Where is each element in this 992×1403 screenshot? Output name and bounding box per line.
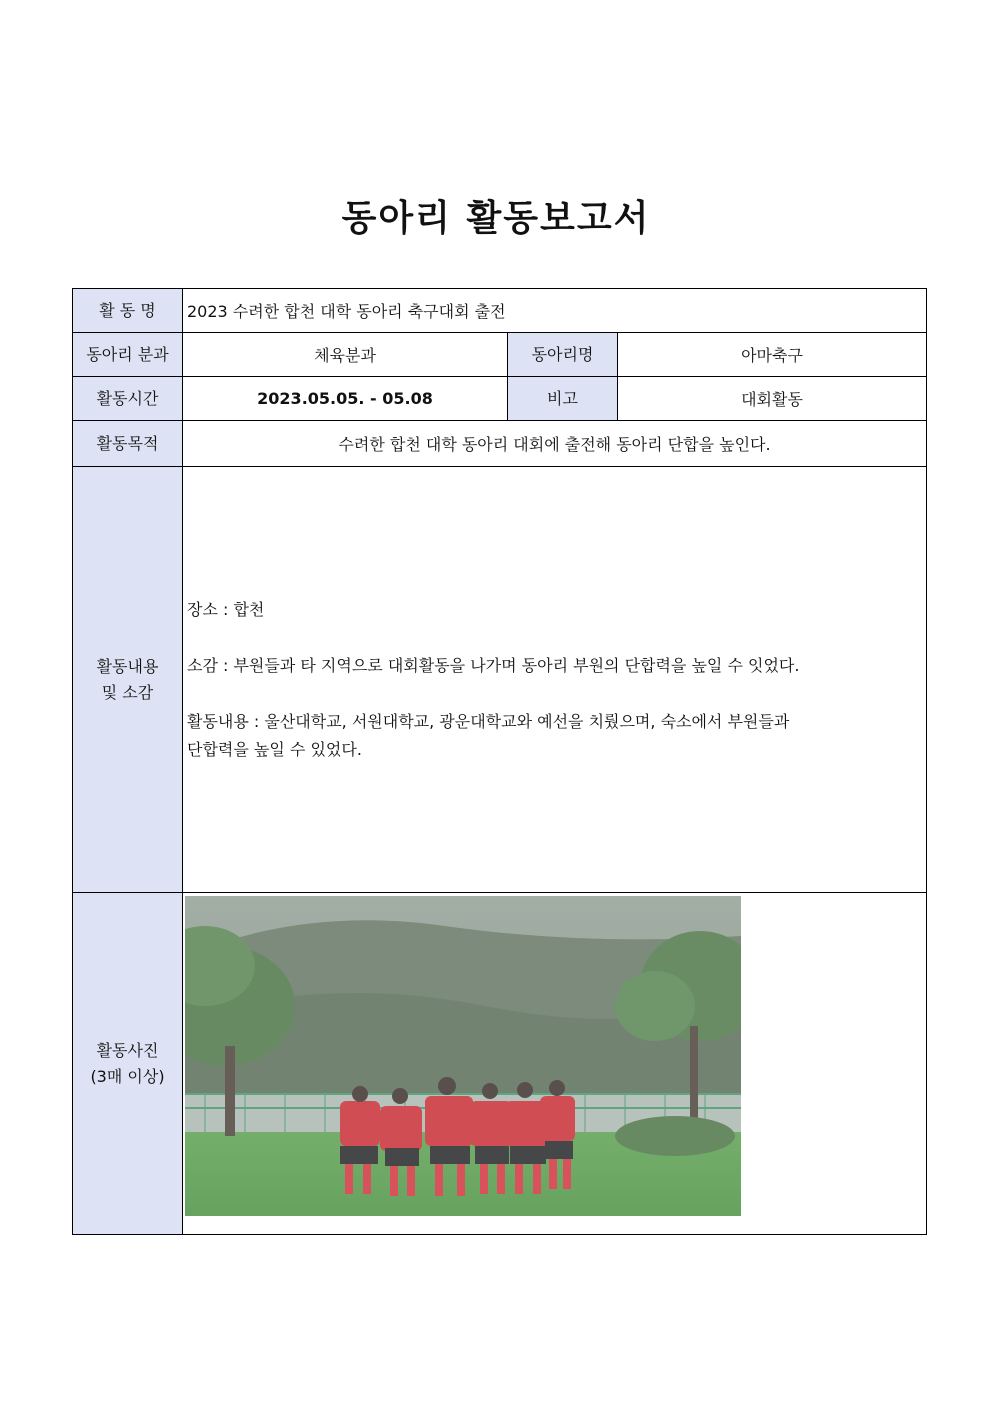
content-label — [73, 467, 183, 893]
content-value — [183, 467, 927, 893]
football-team-photo — [185, 896, 741, 1216]
club-name-label: 동아리명 — [508, 333, 618, 377]
row-content — [73, 467, 927, 893]
activity-name-label: 활 동 명 — [73, 289, 183, 333]
club-name-value: 아마축구 — [618, 333, 927, 377]
content-place: 장소 : 합천 — [187, 599, 265, 619]
activity-name-value: 2023 수려한 합천 대학 동아리 축구대회 출전 — [183, 289, 927, 333]
content-impression: 소감 : 부원들과 타 지역으로 대회활동을 나가며 동아리 부원의 단합력을 높일 수 잇었다. — [187, 655, 800, 675]
purpose-label: 활동목적 — [73, 421, 183, 467]
row-purpose — [73, 421, 927, 467]
content-detail — [187, 708, 922, 764]
activity-photo — [185, 896, 741, 1216]
row-club — [73, 333, 927, 377]
photo-label-line1: 활동사진 — [96, 1040, 159, 1060]
remarks-label: 비고 — [508, 377, 618, 421]
content-label-line2: 및 소감 — [101, 682, 154, 702]
content-label-line1: 활동내용 — [96, 656, 159, 676]
remarks-value: 대회활동 — [618, 377, 927, 421]
row-photo — [73, 893, 927, 1235]
activity-time-label: 활동시간 — [73, 377, 183, 421]
row-time — [73, 377, 927, 421]
content-detail-line1: 활동내용 : 울산대학교, 서원대학교, 광운대학교와 예선을 치뤘으며, 숙소에서 부원들과 — [187, 711, 790, 731]
content-detail-line2: 단합력을 높일 수 있었다. — [187, 739, 362, 759]
photo-label — [73, 893, 183, 1235]
row-activity-name — [73, 289, 927, 333]
club-division-label: 동아리 분과 — [73, 333, 183, 377]
document-title: 동아리 활동보고서 — [341, 198, 651, 239]
activity-time-value: 2023.05.05. - 05.08 — [183, 377, 508, 421]
report-table — [72, 288, 927, 1235]
purpose-value: 수려한 합천 대학 동아리 대회에 출전해 동아리 단합을 높인다. — [183, 421, 927, 467]
photo-label-line2: (3매 이상) — [90, 1066, 165, 1086]
photo-value — [183, 893, 927, 1235]
club-division-value: 체육분과 — [183, 333, 508, 377]
